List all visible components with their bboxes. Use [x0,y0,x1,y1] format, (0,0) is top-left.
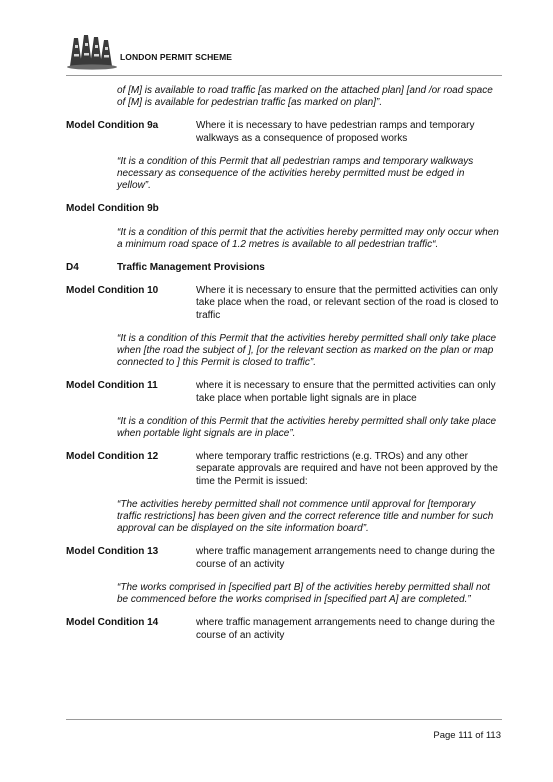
footer-divider [66,719,502,720]
model-condition [66,617,502,641]
model-condition [66,120,502,144]
section-number: D4 [66,262,79,274]
condition-quote: “It is a condition of this Permit that the activities hereby permitted shall only take place when [the road the subject of ], [or the relevant section as marked on the plan or map connected to ] this Permit is closed to traffic”. [117,332,497,369]
page-header [66,28,502,76]
condition-quote: “It is a condition of this permit that the activities hereby permitted may only occur when a minimum road space of 1.2 metres is available to all pedestrian traffic“. [117,226,499,250]
condition-quote: “It is a condition of this Permit that all pedestrian ramps and temporary walkways necessary as consequence of the activities hereby permitted must be edged in yellow”. [117,155,474,192]
scheme-title: LONDON PERMIT SCHEME [120,52,233,62]
model-condition [66,203,502,215]
condition-description: where temporary traffic restrictions (e.g. TROs) and any other separate approvals are required and have not been approved by the time the Permit is issued: [196,451,498,487]
condition-description [196,203,502,215]
condition-label: Model Condition 9b [66,203,159,215]
condition-quote: “It is a condition of this Permit that the activities hereby permitted shall only take place when portable light signals are in place”. [117,415,497,440]
condition-quote: “The activities hereby permitted shall not commence until approval for [temporary traffic restrictions] has been given and the correct reference title and number for such approval can be displayed on the site information board”. [117,498,494,535]
section-heading [66,262,502,274]
condition-label: Model Condition 9a [66,120,159,132]
model-condition [66,380,502,404]
condition-description: Where it is necessary to ensure that the permitted activities can only take place when the road, or relevant section of the road is closed to traffic [196,285,499,321]
condition-label: Model Condition 13 [66,546,159,558]
model-condition [66,546,502,570]
condition-label: Model Condition 11 [66,380,158,392]
condition-description: where it is necessary to ensure that the permitted activities can only take place when portable light signals are in place [196,380,496,404]
document-body [66,85,502,653]
traffic-cones-logo [66,32,118,70]
model-condition [66,285,502,322]
condition-description: where traffic management arrangements need to change during the course of an activity [196,546,495,570]
condition-label: Model Condition 12 [66,451,159,463]
condition-quote: “The works comprised in [specified part B] of the activities hereby permitted shall not be commenced before the works comprised in [specified part A] are completed.” [117,581,490,606]
condition-label: Model Condition 14 [66,617,159,629]
condition-description: where traffic management arrangements need to change during the course of an activity [196,617,495,641]
header-divider [66,75,502,76]
condition-label: Model Condition 10 [66,285,159,297]
section-title: Traffic Management Provisions [117,262,265,274]
intro-quote: of [M] is available to road traffic [as marked on the attached plan] [and /or road space of [M] is available for pedestrian traffic [as marked on plan]”. [117,85,493,109]
model-condition [66,451,502,488]
condition-description: Where it is necessary to have pedestrian ramps and temporary walkways as a consequence of proposed works [196,120,475,144]
page-number: Page 111 of 113 [433,730,501,741]
